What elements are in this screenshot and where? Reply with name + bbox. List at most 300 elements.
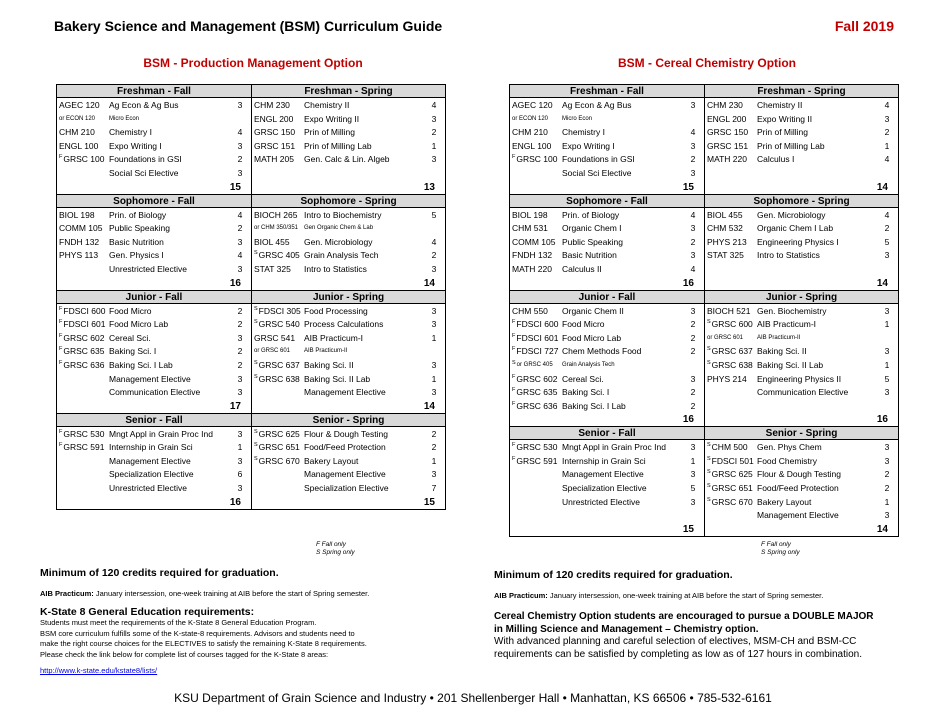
course-credits: 3 bbox=[690, 496, 696, 507]
course-name: Ag Econ & Ag Bus bbox=[109, 100, 179, 110]
aib-practicum-text: January intersession, one-week training at AIB before the start of Spring semester. bbox=[547, 591, 824, 600]
course-row bbox=[57, 428, 251, 442]
course-row bbox=[705, 455, 898, 469]
course-code-cell bbox=[510, 386, 562, 400]
course-code-cell bbox=[705, 153, 757, 167]
course-row bbox=[510, 167, 704, 181]
course-code-cell bbox=[510, 441, 562, 455]
course-name: Basic Nutrition bbox=[109, 236, 164, 247]
course-name: Organic Chem II bbox=[562, 305, 624, 316]
semester-total-credits: 16 bbox=[229, 496, 241, 508]
course-name: Foundations in GSI bbox=[109, 154, 182, 165]
term-restriction-mark: F bbox=[59, 154, 63, 161]
term-restriction-mark: F bbox=[512, 455, 516, 462]
aib-practicum-label: AIB Practicum: bbox=[40, 589, 94, 598]
course-row bbox=[252, 153, 445, 167]
course-code-cell bbox=[510, 140, 562, 154]
course-credits: 3 bbox=[431, 305, 437, 316]
course-row bbox=[252, 359, 445, 373]
course-name: Gen. Phys Chem bbox=[757, 442, 822, 453]
course-credits: 4 bbox=[237, 209, 243, 220]
course-code-cell bbox=[510, 153, 562, 167]
semester-title: Senior - Spring bbox=[252, 414, 445, 427]
course-code-cell bbox=[57, 236, 109, 250]
course-row bbox=[705, 441, 898, 455]
course-credits: 3 bbox=[237, 263, 243, 274]
course-code: PHYS 213 bbox=[707, 236, 747, 247]
course-row bbox=[57, 345, 251, 359]
semester-title: Freshman - Fall bbox=[57, 85, 251, 98]
course-code: FDSCI 600 bbox=[63, 305, 106, 316]
course-code-cell bbox=[252, 332, 304, 346]
course-credits: 3 bbox=[690, 167, 696, 178]
course-credits: 2 bbox=[237, 346, 243, 357]
course-code-cell bbox=[705, 209, 757, 223]
course-row bbox=[705, 140, 898, 154]
course-code: GRSC 636 bbox=[516, 400, 558, 411]
course-credits bbox=[682, 359, 704, 373]
double-major-line: Cereal Chemistry Option students are encouraged to pursue a DOUBLE MAJOR bbox=[494, 611, 874, 622]
course-credits: 3 bbox=[237, 455, 243, 466]
course-code-cell bbox=[510, 222, 562, 236]
course-credits: 2 bbox=[884, 483, 890, 494]
course-credits: 3 bbox=[690, 250, 696, 261]
course-name: Gen. Calc & Lin. Algeb bbox=[304, 154, 390, 165]
course-code-cell bbox=[510, 113, 562, 127]
course-list bbox=[705, 208, 898, 277]
course-code: GRSC 602 bbox=[63, 332, 105, 343]
course-credits: 7 bbox=[431, 483, 437, 494]
course-code: GRSC 602 bbox=[516, 373, 558, 384]
semester-column bbox=[704, 85, 898, 194]
course-name: Ag Econ & Ag Bus bbox=[562, 100, 632, 110]
course-name: AIB Practicum-II bbox=[304, 348, 348, 355]
semester-column bbox=[510, 291, 704, 427]
term-restriction-mark: F bbox=[512, 332, 516, 339]
course-credits: 2 bbox=[237, 305, 243, 316]
course-code: GRSC 100 bbox=[516, 154, 558, 165]
course-credits: 3 bbox=[690, 140, 696, 151]
course-name: Baking Sci. I bbox=[562, 387, 610, 398]
course-row bbox=[705, 153, 898, 167]
course-credits: 2 bbox=[884, 469, 890, 480]
course-credits: 2 bbox=[690, 400, 696, 411]
course-row bbox=[252, 236, 445, 250]
course-code-cell bbox=[252, 345, 304, 359]
term-restriction-mark: F bbox=[512, 442, 516, 449]
term-restriction-mark: S bbox=[707, 319, 711, 326]
course-code-cell bbox=[510, 318, 562, 332]
course-name: Gen. Biochemistry bbox=[757, 305, 827, 316]
semester-title: Junior - Fall bbox=[57, 291, 251, 304]
course-list bbox=[705, 98, 898, 181]
course-row bbox=[252, 332, 445, 346]
course-code: MATH 220 bbox=[707, 154, 747, 165]
course-code: or CHM 350/351 bbox=[254, 225, 299, 232]
course-row bbox=[57, 305, 251, 319]
course-name: Expo Writing II bbox=[304, 113, 360, 124]
legend-spring-only: S Spring only bbox=[761, 549, 800, 556]
aib-practicum-note bbox=[40, 589, 369, 598]
course-name: Unrestricted Elective bbox=[562, 496, 640, 507]
course-row bbox=[705, 345, 898, 359]
course-code-cell bbox=[510, 482, 562, 496]
kstate8-title: K-State 8 General Education requirements: bbox=[40, 606, 255, 618]
course-name: Gen Organic Chem & Lab bbox=[304, 225, 374, 232]
term-restriction-mark: F bbox=[512, 319, 516, 326]
course-row bbox=[510, 305, 704, 319]
course-name: Engineering Physics II bbox=[757, 373, 842, 384]
course-row bbox=[252, 222, 445, 236]
course-code-cell bbox=[510, 263, 562, 277]
legend-fall-only: F Fall only bbox=[316, 541, 346, 548]
course-row bbox=[705, 373, 898, 387]
course-code-cell bbox=[510, 468, 562, 482]
course-row bbox=[705, 236, 898, 250]
course-name: Micro Econ bbox=[562, 115, 593, 122]
semester-column bbox=[57, 195, 251, 290]
course-credits: 2 bbox=[237, 319, 243, 330]
course-name: Expo Writing I bbox=[109, 140, 162, 151]
course-code-cell bbox=[57, 428, 109, 442]
course-row bbox=[252, 441, 445, 455]
semester-title: Sophomore - Fall bbox=[510, 195, 704, 208]
semester-row bbox=[510, 427, 898, 536]
course-code-cell bbox=[705, 441, 757, 455]
course-name: Unrestricted Elective bbox=[109, 483, 187, 494]
course-row bbox=[252, 345, 445, 359]
semester-column bbox=[704, 427, 898, 536]
course-name: Gen. Microbiology bbox=[304, 236, 373, 247]
course-name: Public Speaking bbox=[109, 223, 170, 234]
course-code-cell bbox=[252, 236, 304, 250]
course-code: BIOL 198 bbox=[512, 209, 548, 220]
semester-total-credits: 15 bbox=[229, 181, 241, 193]
course-code-cell bbox=[705, 455, 757, 469]
term-restriction-mark: S bbox=[254, 442, 258, 449]
course-code: GRSC 638 bbox=[711, 359, 753, 370]
term-restriction-mark: F bbox=[59, 319, 63, 326]
course-credits: 3 bbox=[237, 483, 243, 494]
course-row bbox=[510, 345, 704, 359]
course-row bbox=[57, 167, 251, 181]
course-code-cell bbox=[510, 209, 562, 223]
course-code-cell bbox=[510, 99, 562, 113]
course-code-cell bbox=[705, 99, 757, 113]
course-code: GRSC 150 bbox=[254, 127, 296, 138]
course-code: GRSC 651 bbox=[258, 442, 300, 453]
course-name: Management Elective bbox=[304, 387, 386, 398]
course-credits: 3 bbox=[884, 510, 890, 521]
document-header bbox=[54, 18, 894, 40]
course-credits: 3 bbox=[690, 100, 696, 110]
course-name: Chem Methods Food bbox=[562, 346, 642, 357]
course-code-cell bbox=[252, 305, 304, 319]
course-row bbox=[705, 332, 898, 346]
course-row bbox=[510, 209, 704, 223]
course-credits: 3 bbox=[237, 167, 243, 178]
term-restriction-mark: S bbox=[707, 483, 711, 490]
course-name: Gen. Physics I bbox=[109, 250, 164, 261]
course-name: Calculus II bbox=[562, 263, 602, 274]
course-code-cell bbox=[510, 496, 562, 510]
course-row bbox=[510, 249, 704, 263]
course-name: Baking Sci. I Lab bbox=[109, 359, 173, 370]
course-list bbox=[705, 304, 898, 414]
course-credits bbox=[423, 222, 445, 236]
course-credits bbox=[682, 113, 704, 127]
course-code: GRSC 625 bbox=[258, 428, 300, 439]
course-code-cell bbox=[705, 386, 757, 400]
course-code: GRSC 405 bbox=[258, 250, 300, 261]
course-credits: 2 bbox=[690, 387, 696, 398]
semester-column bbox=[57, 85, 251, 194]
course-name: Foundations in GSI bbox=[562, 154, 635, 165]
semester-column bbox=[57, 291, 251, 413]
document-title: Bakery Science and Management (BSM) Curriculum Guide bbox=[54, 18, 443, 34]
course-list bbox=[252, 208, 445, 277]
course-row bbox=[510, 140, 704, 154]
kstate8-lists-link[interactable]: http://www.k-state.edu/kstate8/lists/ bbox=[40, 666, 158, 676]
course-code: GRSC 635 bbox=[63, 346, 105, 357]
course-code-cell bbox=[57, 305, 109, 319]
course-name: Specialization Elective bbox=[562, 483, 647, 494]
course-code: GRSC 100 bbox=[63, 154, 105, 165]
course-name: Flour & Dough Testing bbox=[757, 469, 841, 480]
course-row bbox=[510, 126, 704, 140]
course-row bbox=[57, 249, 251, 263]
course-name: Grain Analysis Tech bbox=[562, 361, 615, 368]
course-name: Process Calculations bbox=[304, 319, 384, 330]
course-row bbox=[57, 222, 251, 236]
course-code-cell bbox=[510, 345, 562, 359]
course-code: or ECON 120 bbox=[512, 115, 549, 122]
semester-title: Freshman - Spring bbox=[705, 85, 898, 98]
course-code-cell bbox=[252, 99, 304, 113]
course-credits: 2 bbox=[237, 359, 243, 370]
course-code: MATH 205 bbox=[254, 154, 294, 165]
curriculum-table-production bbox=[56, 84, 446, 510]
course-row bbox=[510, 359, 704, 373]
course-list bbox=[252, 98, 445, 181]
course-code: GRSC 591 bbox=[516, 455, 558, 466]
course-code: CHM 210 bbox=[59, 127, 95, 138]
course-name: Prin of Milling bbox=[304, 127, 356, 138]
course-credits: 3 bbox=[884, 346, 890, 357]
course-code: COMM 105 bbox=[59, 223, 103, 234]
course-credits: 1 bbox=[690, 455, 696, 466]
course-code: GRSC 638 bbox=[258, 373, 300, 384]
course-code-cell bbox=[705, 113, 757, 127]
course-code-cell bbox=[57, 153, 109, 167]
course-credits: 5 bbox=[884, 236, 890, 247]
semester-column bbox=[704, 291, 898, 427]
course-row bbox=[252, 482, 445, 496]
course-code-cell bbox=[252, 153, 304, 167]
semester-title: Senior - Fall bbox=[57, 414, 251, 427]
course-code-cell bbox=[252, 113, 304, 127]
term-restriction-mark: S bbox=[707, 469, 711, 476]
course-row bbox=[510, 400, 704, 414]
course-credits: 3 bbox=[237, 387, 243, 398]
course-name: AIB Practicum-I bbox=[304, 332, 364, 343]
course-name: Bakery Layout bbox=[304, 455, 359, 466]
course-name: Expo Writing I bbox=[562, 140, 615, 151]
course-list bbox=[510, 98, 704, 181]
course-name: Prin. of Biology bbox=[562, 209, 620, 220]
course-name: Internship in Grain Sci bbox=[109, 442, 193, 453]
course-credits: 4 bbox=[431, 100, 437, 110]
course-name: Food/Feed Protection bbox=[757, 483, 839, 494]
course-credits: 4 bbox=[690, 209, 696, 220]
course-code: CHM 500 bbox=[711, 442, 748, 453]
course-name: Organic Chem I Lab bbox=[757, 223, 834, 234]
course-code: GRSC 636 bbox=[63, 359, 105, 370]
course-code: FNDH 132 bbox=[59, 236, 100, 247]
course-code: ENGL 200 bbox=[254, 113, 294, 124]
course-name: Management Elective bbox=[109, 373, 191, 384]
course-name: Specialization Elective bbox=[109, 469, 194, 480]
course-credits: 3 bbox=[431, 113, 437, 124]
course-code: GRSC 670 bbox=[711, 496, 753, 507]
term-restriction-mark: S bbox=[707, 496, 711, 503]
term-restriction-mark: F bbox=[512, 373, 516, 380]
semester-title: Junior - Fall bbox=[510, 291, 704, 304]
legend-cereal-chemistry bbox=[761, 541, 800, 557]
course-credits: 6 bbox=[237, 469, 243, 480]
course-row bbox=[705, 468, 898, 482]
course-credits: 3 bbox=[690, 442, 696, 453]
course-credits: 4 bbox=[431, 236, 437, 247]
course-credits: 3 bbox=[431, 387, 437, 398]
course-code: GRSC 540 bbox=[258, 319, 300, 330]
course-code-cell bbox=[252, 249, 304, 263]
course-name: Chemistry I bbox=[562, 127, 605, 138]
course-list bbox=[252, 427, 445, 496]
semester-row bbox=[57, 195, 445, 290]
course-credits: 4 bbox=[884, 100, 890, 110]
course-credits: 3 bbox=[884, 442, 890, 453]
course-name: Organic Chem I bbox=[562, 223, 622, 234]
year-block bbox=[57, 85, 445, 194]
term-restriction-mark: S bbox=[254, 319, 258, 326]
course-row bbox=[705, 209, 898, 223]
course-row bbox=[57, 99, 251, 113]
semester-total-credits: 16 bbox=[229, 277, 241, 289]
course-row bbox=[252, 386, 445, 400]
term-restriction-mark: F bbox=[512, 154, 516, 161]
course-credits: 2 bbox=[237, 154, 243, 165]
course-code-cell bbox=[252, 468, 304, 482]
course-credits: 3 bbox=[690, 305, 696, 316]
course-credits: 2 bbox=[431, 442, 437, 453]
course-code-cell bbox=[705, 496, 757, 510]
course-code: BIOCH 265 bbox=[254, 209, 298, 220]
semester-column bbox=[251, 195, 445, 290]
course-name: Management Elective bbox=[562, 469, 644, 480]
course-code-cell bbox=[252, 140, 304, 154]
semester-total-credits: 15 bbox=[682, 523, 694, 535]
course-code: ENGL 100 bbox=[512, 140, 552, 151]
term-restriction-mark: F bbox=[59, 346, 63, 353]
course-credits: 1 bbox=[884, 496, 890, 507]
course-code-cell bbox=[252, 455, 304, 469]
semester-total-credits: 16 bbox=[682, 277, 694, 289]
course-row bbox=[57, 126, 251, 140]
course-code: FDSCI 501 bbox=[711, 455, 754, 466]
course-credits: 3 bbox=[884, 455, 890, 466]
course-code-cell bbox=[252, 126, 304, 140]
course-row bbox=[705, 359, 898, 373]
document-term: Fall 2019 bbox=[834, 18, 894, 34]
course-name: Chemistry II bbox=[757, 100, 803, 110]
course-name: Intro to Biochemistry bbox=[304, 209, 382, 220]
course-row bbox=[252, 373, 445, 387]
course-row bbox=[57, 263, 251, 277]
course-code-cell bbox=[705, 140, 757, 154]
course-credits: 4 bbox=[237, 127, 243, 138]
course-list bbox=[57, 98, 251, 181]
course-credits: 1 bbox=[237, 442, 243, 453]
course-credits: 5 bbox=[431, 209, 437, 220]
course-row bbox=[57, 482, 251, 496]
course-name: Bakery Layout bbox=[757, 496, 812, 507]
course-code: STAT 325 bbox=[707, 250, 744, 261]
kstate8-line: BSM core curriculum fulfills some of the K-state-8 requirements. Advisors and students need to bbox=[40, 628, 355, 638]
course-code: GRSC 150 bbox=[707, 127, 749, 138]
course-code-cell bbox=[510, 249, 562, 263]
course-row bbox=[57, 359, 251, 373]
term-restriction-mark: S bbox=[254, 359, 258, 366]
course-code: CHM 230 bbox=[707, 100, 743, 110]
course-name: Internship in Grain Sci bbox=[562, 455, 646, 466]
course-code: CHM 230 bbox=[254, 100, 290, 110]
semester-total-credits: 14 bbox=[876, 181, 888, 193]
course-name: Baking Sci. I bbox=[109, 346, 157, 357]
course-code: GRSC 670 bbox=[258, 455, 300, 466]
course-row bbox=[705, 305, 898, 319]
course-credits: 3 bbox=[431, 319, 437, 330]
course-code: GRSC 625 bbox=[711, 469, 753, 480]
semester-total-credits: 14 bbox=[423, 277, 435, 289]
course-credits: 4 bbox=[884, 209, 890, 220]
course-row bbox=[510, 113, 704, 127]
course-code: GRSC 151 bbox=[707, 140, 749, 151]
course-row bbox=[57, 441, 251, 455]
course-name: Management Elective bbox=[109, 455, 191, 466]
course-credits: 2 bbox=[690, 332, 696, 343]
course-code-cell bbox=[705, 373, 757, 387]
course-row bbox=[510, 222, 704, 236]
course-code: FDSCI 601 bbox=[63, 319, 106, 330]
course-code-cell bbox=[705, 318, 757, 332]
term-restriction-mark: F bbox=[512, 400, 516, 407]
course-code: or GRSC 405 bbox=[516, 361, 553, 368]
course-code: or GRSC 601 bbox=[254, 348, 291, 355]
min-credits-note: Minimum of 120 credits required for graduation. bbox=[40, 567, 279, 579]
term-restriction-mark: S bbox=[254, 373, 258, 380]
course-name: Cereal Sci. bbox=[562, 373, 604, 384]
course-credits: 3 bbox=[237, 100, 243, 110]
course-code-cell bbox=[705, 482, 757, 496]
course-credits: 2 bbox=[884, 127, 890, 138]
course-code: CHM 210 bbox=[512, 127, 548, 138]
course-code: PHYS 113 bbox=[59, 250, 99, 261]
semester-total-credits: 14 bbox=[876, 523, 888, 535]
semester-total-credits: 16 bbox=[876, 414, 888, 426]
year-block bbox=[57, 413, 445, 509]
course-code-cell bbox=[705, 305, 757, 319]
